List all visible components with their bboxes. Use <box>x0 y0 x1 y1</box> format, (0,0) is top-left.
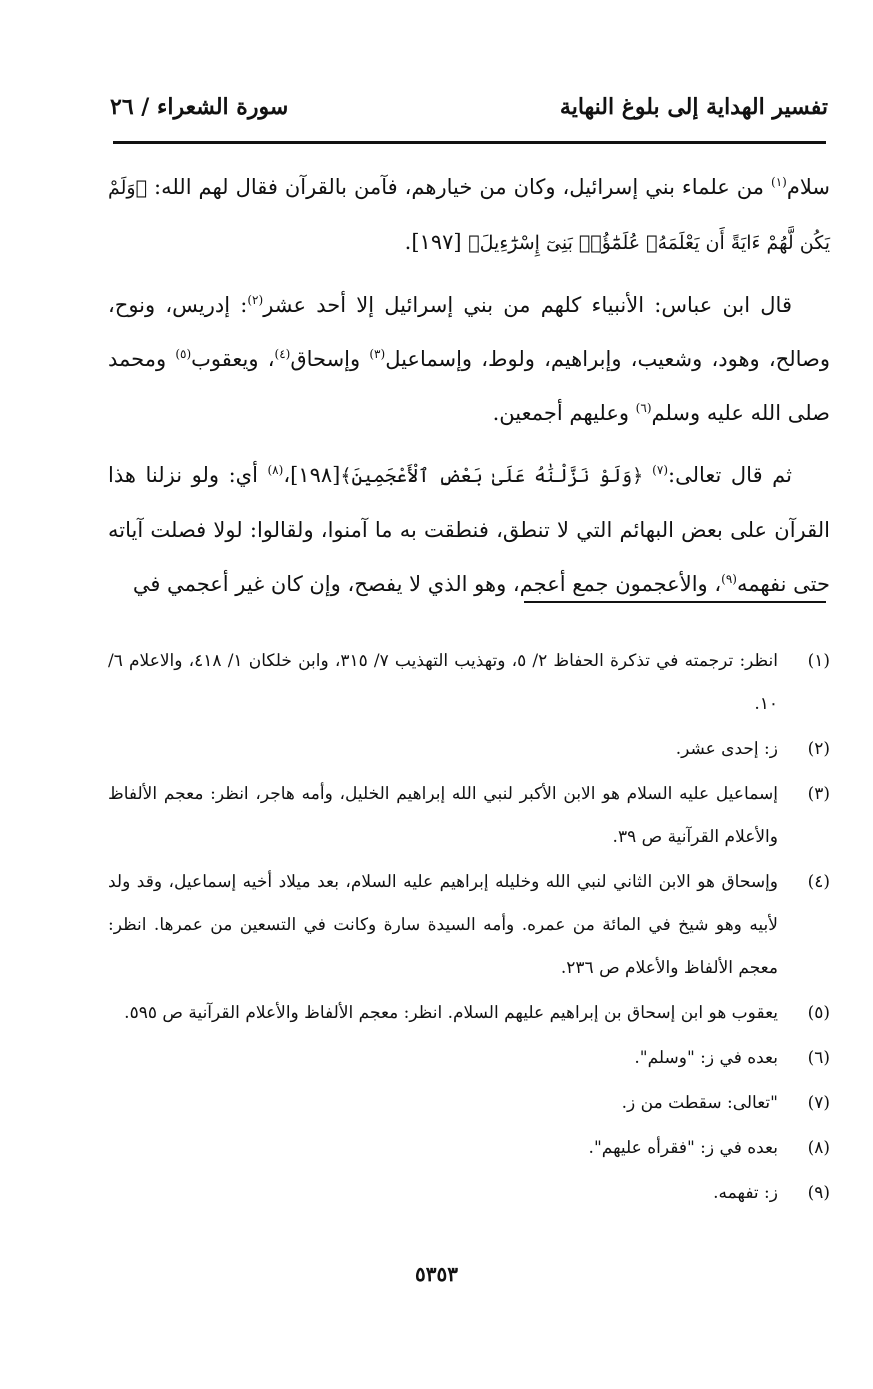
footnotes-list <box>108 640 830 1217</box>
text-run: ، والأعجمون جمع أعجم، وهو الذي لا يفصح، وإن كان غير أعجمي في <box>132 572 722 596</box>
text-run: وعليهم أجمعين. <box>492 401 636 425</box>
surah-label: سورة الشعراء / ٢٦ <box>110 94 289 120</box>
footnote-number: (٣) <box>807 784 830 804</box>
text-run: ومحمد صلى الله عليه وسلم <box>108 347 830 425</box>
footnote-number: (٤) <box>807 872 830 892</box>
running-header <box>110 94 828 132</box>
footnote-divider <box>524 601 826 603</box>
footnote-text: ز: إحدى عشر. <box>675 739 778 759</box>
footnote-number: (٩) <box>807 1183 830 1203</box>
main-text <box>108 160 830 611</box>
footnote-ref-5: (٥) <box>175 347 192 361</box>
footnote-ref-6: (٦) <box>635 401 652 415</box>
text-run: من علماء بني إسرائيل، وكان من خيارهم، فآمن بالقرآن فقال لهم الله: <box>147 175 772 199</box>
footnote-text: بعده في ز: "وسلم". <box>634 1048 778 1068</box>
footnote-text: يعقوب هو ابن إسحاق بن إبراهيم عليهم السلام. انظر: معجم الألفاظ والأعلام القرآنية ص ٥٩٥. <box>124 1003 778 1023</box>
text-run: قال ابن عباس: الأنبياء كلهم من بني إسرائيل إلا أحد عشر <box>263 293 792 317</box>
footnote-ref-9: (٩) <box>721 572 737 586</box>
footnote-text: انظر: ترجمته في تذكرة الحفاظ ٢/ ٥، وتهذيب التهذيب ٧/ ٣١٥، وابن خلكان ١/ ٤١٨، والاعلام ٦/ ١٠. <box>108 651 778 714</box>
text-run: ثم قال تعالى: <box>668 463 792 487</box>
footnote-ref-3: (٣) <box>369 347 386 361</box>
footnote-number: (٨) <box>807 1138 830 1158</box>
footnote-ref-8: (٨) <box>267 463 284 477</box>
verse-number: [١٩٧]. <box>404 230 469 254</box>
footnote-item <box>108 1172 830 1215</box>
text-run: ، ويعقوب <box>191 347 275 371</box>
footnote-item <box>108 728 830 771</box>
footnote-number: (٦) <box>807 1048 830 1068</box>
footnote-text: بعده في ز: "فقرأه عليهم". <box>588 1138 778 1158</box>
footnote-item <box>108 861 830 990</box>
footnote-ref-4: (٤) <box>274 347 291 361</box>
footnote-text: ز: تفهمه. <box>713 1183 778 1203</box>
footnote-item <box>108 1127 830 1170</box>
footnote-text: وإسحاق هو الابن الثاني لنبي الله وخليله إبراهيم عليه السلام، بعد ميلاد أخيه إسماعيل، وقد ولد لأبيه وهو شيخ في المائة من عمره. وأمه السيدة سارة وكانت في التسعين من عمرها. انظر: معجم الألفاظ والأعلام ص ٢٣٦. <box>108 872 778 978</box>
text-run: وإسحاق <box>290 347 370 371</box>
footnote-item <box>108 992 830 1035</box>
quran-verse: ﴿وَلَمْ يَكُن لَّهُمْ ءَايَةً أَن يَعْلَمَهُۥ عُلَمَٰٓؤُا۟ بَنِىٓ إِسْرَٰٓءِيلَ﴾ <box>108 177 830 254</box>
footnote-ref-1: (١) <box>771 175 787 189</box>
header-divider <box>113 141 826 144</box>
text-run: أي: ولو نزلنا هذا القرآن على بعض البهائم التي لا تنطق، فنطقت به ما آمنوا، ولقالوا: لولا فصلت آياته حتى نفهمه <box>108 463 830 596</box>
verse-number: [١٩٨]، <box>283 463 341 487</box>
footnote-item <box>108 773 830 859</box>
text-run: سلام <box>786 175 830 199</box>
text-run: : إدريس، ونوح، وصالح، وهود، وشعيب، وإبراهيم، ولوط، وإسماعيل <box>108 293 830 371</box>
book-title: تفسير الهداية إلى بلوغ النهاية <box>559 94 828 120</box>
footnote-item <box>108 1037 830 1080</box>
footnote-number: (١) <box>807 651 830 671</box>
paragraph-3 <box>108 448 830 611</box>
footnote-number: (٧) <box>807 1093 830 1113</box>
page-number: ٥٣٥٣ <box>415 1262 458 1286</box>
footnote-item <box>108 640 830 726</box>
footnote-number: (٢) <box>807 739 830 759</box>
paragraph-1 <box>108 160 830 270</box>
footnote-number: (٥) <box>807 1003 830 1023</box>
footnote-item <box>108 1082 830 1125</box>
paragraph-2 <box>108 278 830 440</box>
footnote-ref-7: (٧) <box>652 463 668 477</box>
footnote-text: إسماعيل عليه السلام هو الابن الأكبر لنبي الله إبراهيم الخليل، وأمه هاجر، انظر: معجم الألفاظ والأعلام القرآنية ص ٣٩. <box>108 784 778 847</box>
footnote-text: "تعالى: سقطت من ز. <box>621 1093 778 1113</box>
quran-verse: ﴿وَلَوْ نَزَّلْنَٰهُ عَلَىٰ بَعْضِ ٱلْأَعْجَمِينَ﴾ <box>340 465 653 487</box>
footnote-ref-2: (٢) <box>247 293 264 307</box>
